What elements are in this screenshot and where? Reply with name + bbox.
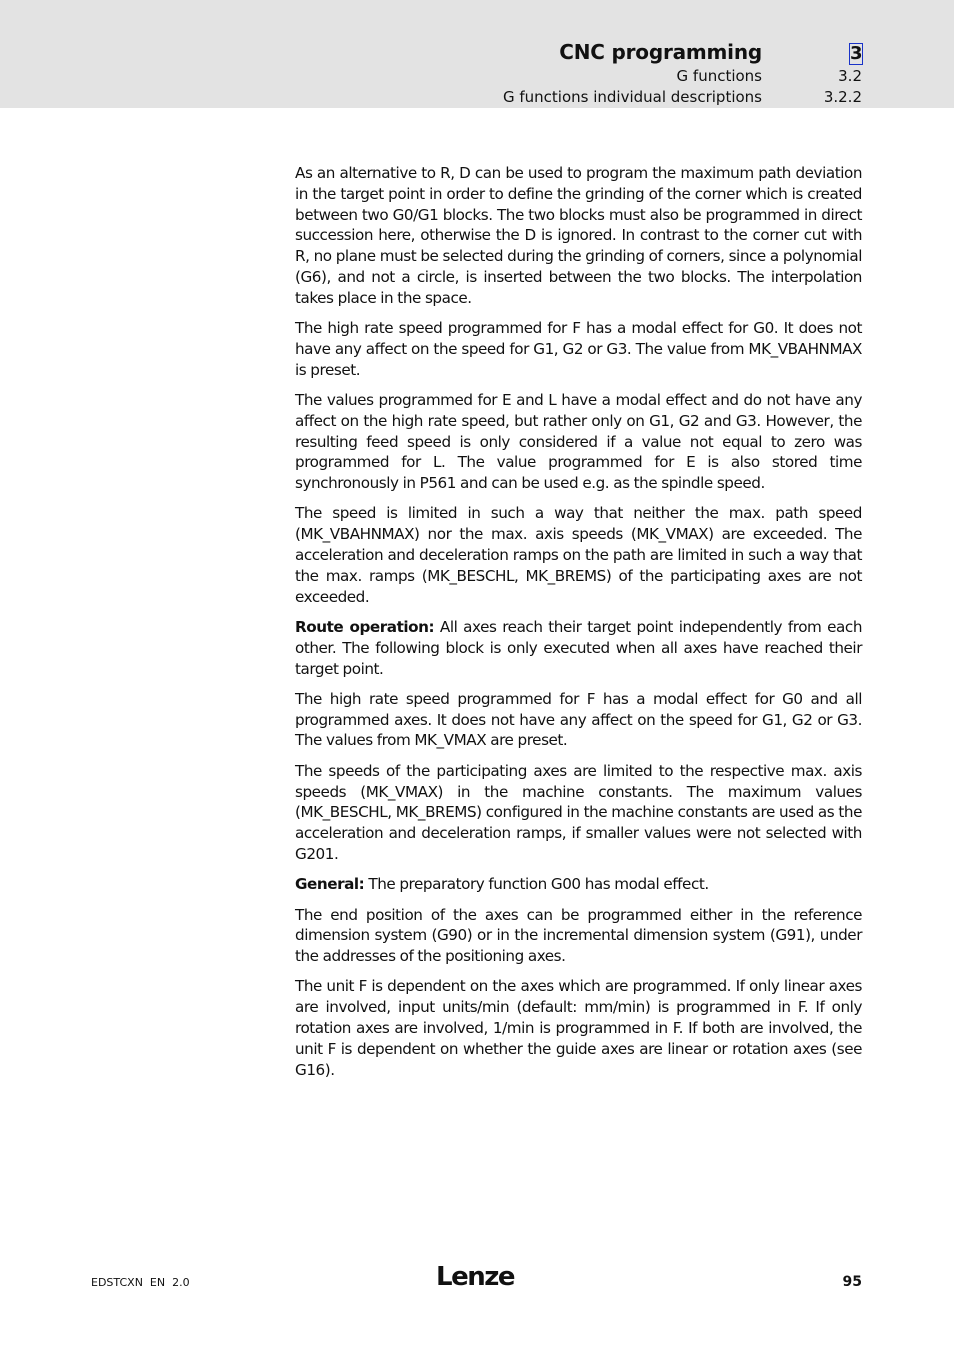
paragraph <box>295 318 862 380</box>
chapter-number-link[interactable]: 3 <box>850 43 863 64</box>
paragraph <box>295 905 862 967</box>
chapter-title: CNC programming <box>559 40 762 64</box>
paragraph <box>295 503 862 607</box>
paragraph-text: The high rate speed programmed for F has a modal effect for G0 and all programmed axes. It does not have any affect on the speed for G1, G2 or G3. The values from MK_VMAX are preset. <box>295 689 862 750</box>
paragraph-text: The preparatory function G00 has modal effect. <box>368 875 709 894</box>
paragraph-text: The end position of the axes can be programmed either in the reference dimension system (G90) or in the incremental dimension system (G91), under the addresses of the positioning axes. <box>295 905 862 966</box>
paragraph <box>295 761 862 865</box>
subsection-number: 3.2.2 <box>823 88 862 106</box>
paragraph-text: The values programmed for E and L have a modal effect and do not have any affect on the high rate speed, but rather only on G1, G2 and G3. However, the resulting feed speed is only considered if a value not equal to zero was programmed for L. The value programmed for E is also stored time synchronously in P561 and can be used e.g. as the spindle speed. <box>295 390 862 493</box>
paragraph <box>295 163 862 309</box>
paragraph <box>295 617 862 679</box>
paragraph-text: The unit F is dependent on the axes which are programmed. If only linear axes are involved, input units/min (default: mm/min) is programmed in F. If only rotation axes are involved, 1/min is programmed in F. If both are involved, the unit F is dependent on whether the guide axes are linear or rotation axes (see G16). <box>295 977 862 1079</box>
lenze-logo: Lenze <box>436 1262 514 1292</box>
paragraph-text: The speed is limited in such a way that neither the max. path speed (MK_VBAHNMAX) nor the max. axis speeds (MK_VMAX) are exceeded. The acceleration and deceleration ramps on the path are limited in such a way that the max. ramps (MK_BESCHL, MK_BREMS) of the participating axes are not exceeded. <box>295 504 862 606</box>
paragraph <box>295 390 862 494</box>
paragraph-lead: Route operation: <box>295 617 435 636</box>
paragraph-lead: General: <box>295 875 365 894</box>
paragraph <box>295 689 862 751</box>
subsection-title: G functions individual descriptions <box>502 88 762 106</box>
section-title: G functions <box>676 67 762 85</box>
paragraph <box>295 874 862 895</box>
paragraph-text: The speeds of the participating axes are limited to the respective max. axis speeds (MK_VMAX) in the machine constants. The maximum values (MK_BESCHL, MK_BREMS) configured in the machine constants are used as the acceleration and deceleration ramps, if smaller values were not selected with G201. <box>295 761 862 863</box>
header-band <box>0 0 954 108</box>
paragraph-text: As an alternative to R, D can be used to program the maximum path deviation in the target point in order to define the grinding of the corner which is created between two G0/G1 blocks. The two blocks must also be programmed in direct succession here, otherwise the D is ignored. In contrast to the corner cut with R, no plane must be selected during the grinding of corners, since a polynomial (G6), and not a circle, is inserted between the two blocks. The interpolation takes place in the space. <box>295 164 862 307</box>
paragraph-text: The high rate speed programmed for F has a modal effect for G0. It does not have any affect on the speed for G1, G2 or G3. The value from MK_VBAHNMAX is preset. <box>295 319 862 379</box>
body-text <box>295 163 862 1090</box>
paragraph <box>295 976 862 1080</box>
paragraph-text: All axes reach their target point independently from each other. The following block is only executed when all axes have reached their target point. <box>295 617 862 678</box>
page-number: 95 <box>842 1274 862 1290</box>
section-number: 3.2 <box>838 67 862 85</box>
document-id: EDSTCXN EN 2.0 <box>91 1276 190 1289</box>
